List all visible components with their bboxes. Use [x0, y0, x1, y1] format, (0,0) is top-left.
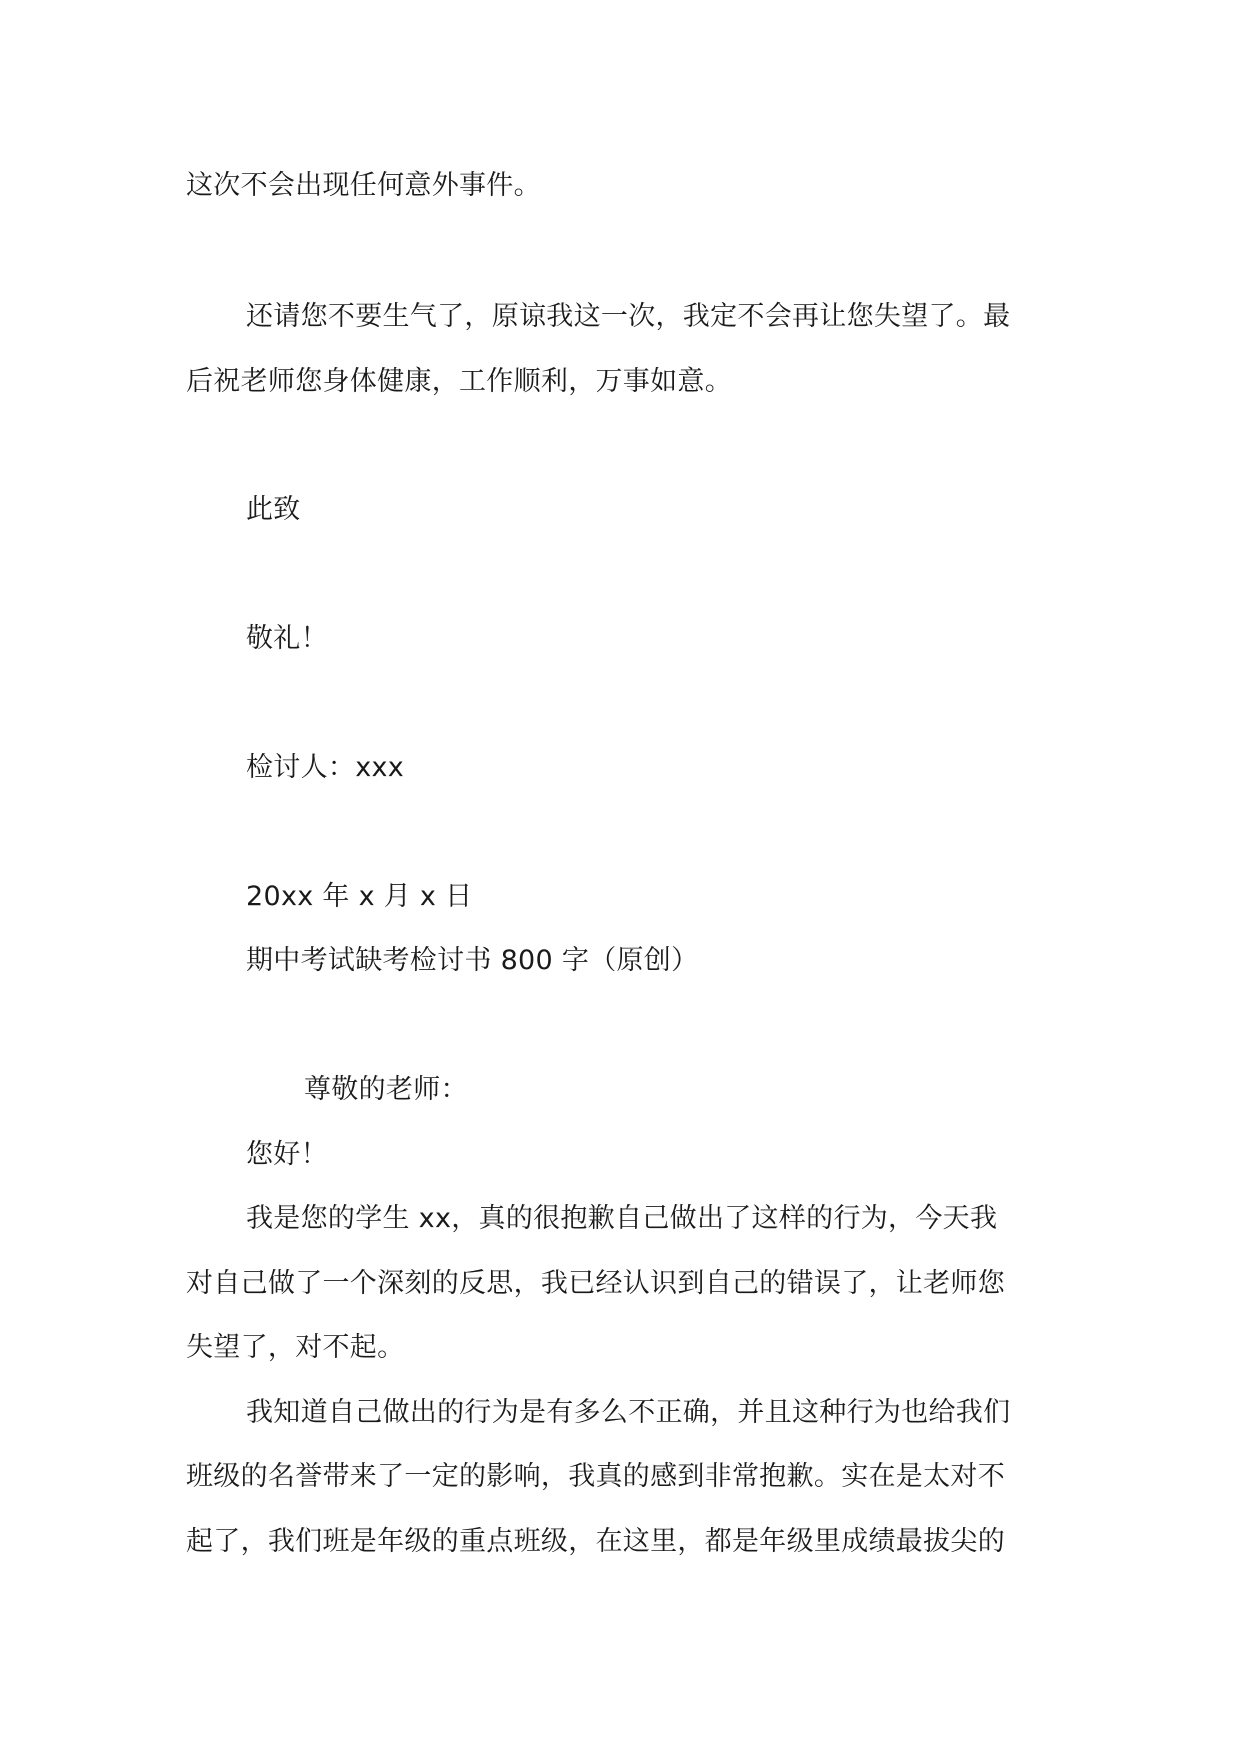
date-line: 20xx 年 x 月 x 日 — [246, 881, 473, 912]
text-line: 起了，我们班是年级的重点班级，在这里，都是年级里成绩最拔尖的 — [186, 1526, 1005, 1557]
text-line: 我是您的学生 xx，真的很抱歉自己做出了这样的行为，今天我 — [246, 1203, 998, 1234]
section-title: 期中考试缺考检讨书 800 字（原创） — [246, 945, 699, 976]
text-line: 班级的名誉带来了一定的影响，我真的感到非常抱歉。实在是太对不 — [186, 1461, 1005, 1492]
closing-regards: 敬礼！ — [246, 623, 328, 654]
text-line: 我知道自己做出的行为是有多么不正确，并且这种行为也给我们 — [246, 1397, 1011, 1428]
text-line: 后祝老师您身体健康，工作顺利，万事如意。 — [186, 366, 732, 397]
text-line: 还请您不要生气了，原谅我这一次，我定不会再让您失望了。最 — [246, 301, 1011, 332]
signature-line: 检讨人：xxx — [246, 752, 405, 783]
text-line: 这次不会出现任何意外事件。 — [186, 170, 541, 201]
greeting: 尊敬的老师： — [304, 1074, 468, 1105]
text-line: 对自己做了一个深刻的反思，我已经认识到自己的错误了，让老师您 — [186, 1268, 1005, 1299]
greeting-line: 您好！ — [246, 1139, 328, 1170]
closing-salutation: 此致 — [246, 494, 301, 525]
text-line: 失望了，对不起。 — [186, 1332, 405, 1363]
